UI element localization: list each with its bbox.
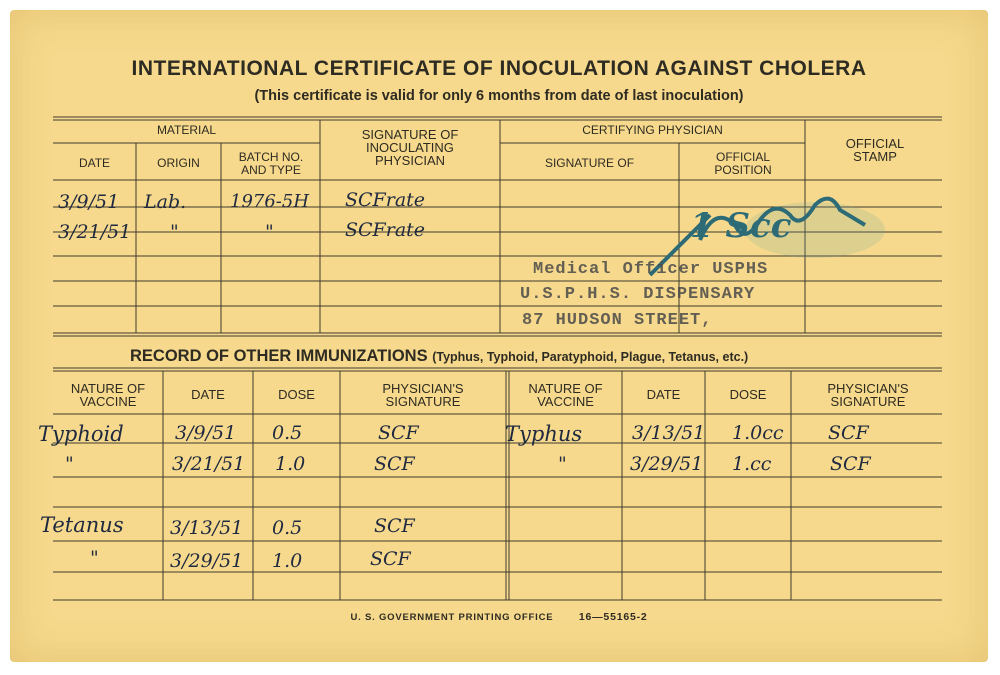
- other-immunizations-title: RECORD OF OTHER IMMUNIZATIONS: [130, 347, 428, 365]
- other-immunizations-heading: [130, 347, 748, 366]
- stamp-line-2: U.S.P.H.S. DISPENSARY: [520, 285, 756, 304]
- left-date-2: 3/21/51: [172, 453, 246, 475]
- certifying-physician-header: CERTIFYING PHYSICIAN: [582, 123, 723, 137]
- left-dose-3: 0.5: [272, 517, 303, 539]
- nature-of-vaccine-header-left: NATURE OF VACCINE: [70, 381, 146, 409]
- right-signature-1: SCF: [828, 422, 869, 444]
- cholera-signature-1: SCFrate: [345, 189, 426, 211]
- cholera-date-1: 3/9/51: [58, 191, 120, 213]
- certificate-title: INTERNATIONAL CERTIFICATE OF INOCULATION AGAINST CHOLERA: [131, 57, 867, 80]
- left-vaccine-2: ": [65, 453, 74, 475]
- date-header-right: DATE: [646, 387, 681, 402]
- dose-header-left: DOSE: [278, 387, 315, 402]
- right-date-1: 3/13/51: [632, 422, 706, 444]
- left-vaccine-1: Typhoid: [38, 422, 124, 446]
- right-date-2: 3/29/51: [630, 453, 704, 475]
- signature-of-header: SIGNATURE OF: [544, 156, 635, 170]
- right-dose-1: 1.0cc: [732, 422, 784, 444]
- stamp-line-3: 87 HUDSON STREET,: [522, 311, 713, 330]
- right-vaccine-1: Typhus: [505, 422, 583, 446]
- official-stamp-header: OFFICIAL STAMP: [845, 136, 905, 164]
- printer-name: U. S. GOVERNMENT PRINTING OFFICE: [350, 612, 554, 623]
- material-header: MATERIAL: [156, 123, 217, 137]
- batch-header: BATCH NO. AND TYPE: [238, 150, 304, 177]
- left-signature-3: SCF: [374, 515, 415, 537]
- nature-of-vaccine-header-right: NATURE OF VACCINE: [528, 381, 603, 409]
- dose-header-right: DOSE: [729, 387, 767, 402]
- left-signature-4: SCF: [370, 548, 411, 570]
- left-vaccine-3: Tetanus: [40, 513, 124, 537]
- certificate-card: [10, 10, 988, 662]
- printer-footer: [10, 611, 988, 623]
- left-date-3: 3/13/51: [170, 517, 244, 539]
- form-number: 16—55165-2: [578, 611, 648, 623]
- cholera-origin-1: Lab.: [144, 191, 187, 213]
- stamp-line-1: Medical Officer USPHS: [533, 260, 769, 279]
- cholera-signature-2: SCFrate: [345, 219, 426, 241]
- certificate-subtitle: (This certificate is valid for only 6 months from date of last inoculation): [254, 88, 744, 104]
- right-signature-2: SCF: [830, 453, 871, 475]
- date-header-left: DATE: [191, 387, 225, 402]
- left-signature-2: SCF: [374, 453, 415, 475]
- left-signature-1: SCF: [378, 422, 419, 444]
- form-grid-lines: [10, 10, 988, 662]
- left-date-1: 3/9/51: [175, 422, 237, 444]
- left-vaccine-4: ": [90, 547, 99, 569]
- cholera-batch-2: ": [265, 221, 274, 243]
- certifying-signature: 1 Scc: [690, 206, 792, 246]
- cholera-date-2: 3/21/51: [58, 221, 132, 243]
- origin-header: ORIGIN: [157, 156, 200, 170]
- right-vaccine-2: ": [558, 453, 567, 475]
- left-dose-2: 1.0: [275, 453, 306, 475]
- date-header: DATE: [78, 156, 111, 170]
- inoculating-physician-header: SIGNATURE OF INOCULATING PHYSICIAN: [361, 127, 459, 168]
- official-position-header: OFFICIAL POSITION: [714, 150, 772, 177]
- right-dose-2: 1.cc: [732, 453, 772, 475]
- left-dose-4: 1.0: [272, 550, 303, 572]
- left-date-4: 3/29/51: [170, 550, 244, 572]
- cholera-batch-1: 1976-5H: [230, 191, 310, 212]
- left-dose-1: 0.5: [272, 422, 303, 444]
- other-immunizations-note: (Typhus, Typhoid, Paratyphoid, Plague, Tetanus, etc.): [432, 350, 749, 364]
- physician-signature-header-right: PHYSICIAN'S SIGNATURE: [827, 381, 909, 409]
- cholera-origin-2: ": [170, 221, 179, 243]
- physician-signature-header-left: PHYSICIAN'S SIGNATURE: [382, 381, 464, 409]
